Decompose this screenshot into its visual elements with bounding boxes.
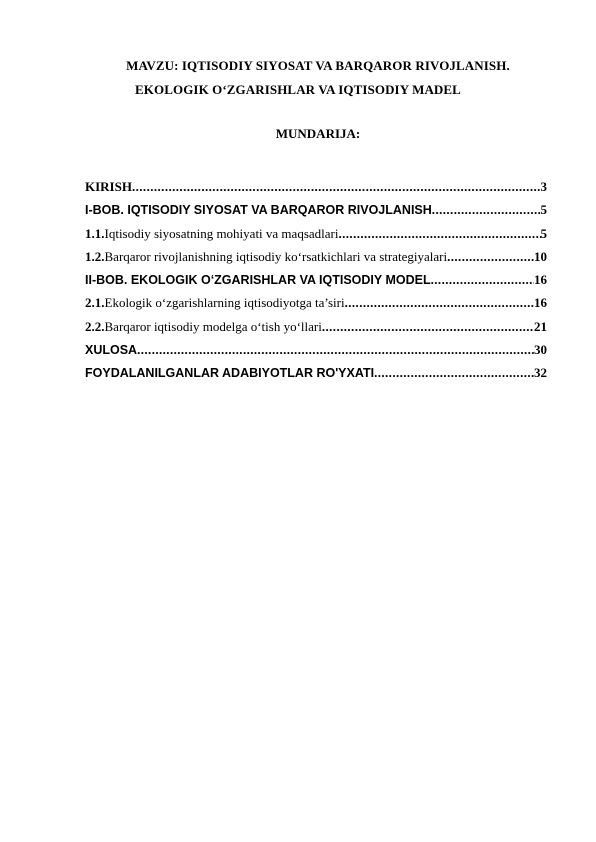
toc-entry-label: Barqaror iqtisodiy modelga o‘tish yo‘llari	[104, 318, 322, 334]
toc-entry-page-number: 30	[534, 342, 547, 358]
table-of-contents	[85, 175, 547, 385]
toc-entry-label: Ekologik o‘zgarishlarning iqtisodiyotga ta’siri	[104, 295, 345, 311]
toc-entry-label: FOYDALANILGANLAR ADABIYOTLAR RO'YXATI	[85, 366, 375, 381]
toc-entry-label: Barqaror rivojlanishning iqtisodiy ko‘rsatkichlari va strategiyalari	[104, 248, 448, 264]
toc-entry[interactable]	[85, 315, 547, 338]
toc-entry-number: 1.1.	[85, 225, 105, 241]
toc-entry[interactable]	[85, 361, 547, 384]
toc-entry-page-number: 21	[534, 318, 547, 334]
toc-entry[interactable]	[85, 291, 547, 314]
toc-entry-number: 2.1.	[85, 295, 105, 311]
toc-entry-page-number: 5	[540, 225, 547, 241]
toc-entry-page-number: 3	[540, 179, 547, 194]
toc-dot-leader	[137, 338, 534, 361]
toc-entry-label: XULOSA	[85, 343, 138, 358]
toc-entry-label: II-BOB. EKOLOGIK O‘ZGARISHLAR VA IQTISODIY MODEL	[85, 273, 431, 288]
toc-dot-leader	[447, 245, 534, 268]
toc-dot-leader	[132, 175, 541, 198]
toc-entry-label: I-BOB. IQTISODIY SIYOSAT VA BARQAROR RIVOJLANISH	[85, 203, 432, 218]
toc-entry[interactable]	[85, 222, 547, 245]
toc-entry-page-number: 10	[534, 248, 547, 264]
toc-entry-number: 2.2.	[85, 318, 105, 334]
toc-heading: MUNDARIJA:	[275, 126, 361, 141]
toc-dot-leader	[431, 268, 534, 291]
toc-entry-page-number: 16	[534, 295, 547, 311]
toc-entry[interactable]	[85, 245, 547, 268]
toc-dot-leader	[322, 315, 534, 338]
toc-dot-leader	[432, 198, 541, 221]
document-title-line-2: EKOLOGIK O‘ZGARISHLAR VA IQTISODIY MADEL	[135, 82, 461, 97]
toc-dot-leader	[338, 222, 540, 245]
toc-entry-page-number: 32	[534, 365, 547, 381]
toc-entry[interactable]	[85, 338, 547, 361]
toc-dot-leader	[374, 361, 534, 384]
toc-entry-label: KIRISH	[85, 179, 132, 194]
toc-entry-page-number: 16	[534, 272, 547, 288]
toc-entry-label: Iqtisodiy siyosatning mohiyati va maqsadlari	[104, 225, 339, 241]
document-title-line-1: MAVZU: IQTISODIY SIYOSAT VA BARQAROR RIVOJLANISH.	[126, 58, 510, 73]
toc-entry[interactable]	[85, 175, 547, 198]
toc-entry-number: 1.2.	[85, 248, 105, 264]
toc-entry[interactable]	[85, 268, 547, 291]
toc-entry-page-number: 5	[540, 202, 547, 218]
toc-dot-leader	[345, 291, 534, 314]
toc-entry[interactable]	[85, 198, 547, 221]
